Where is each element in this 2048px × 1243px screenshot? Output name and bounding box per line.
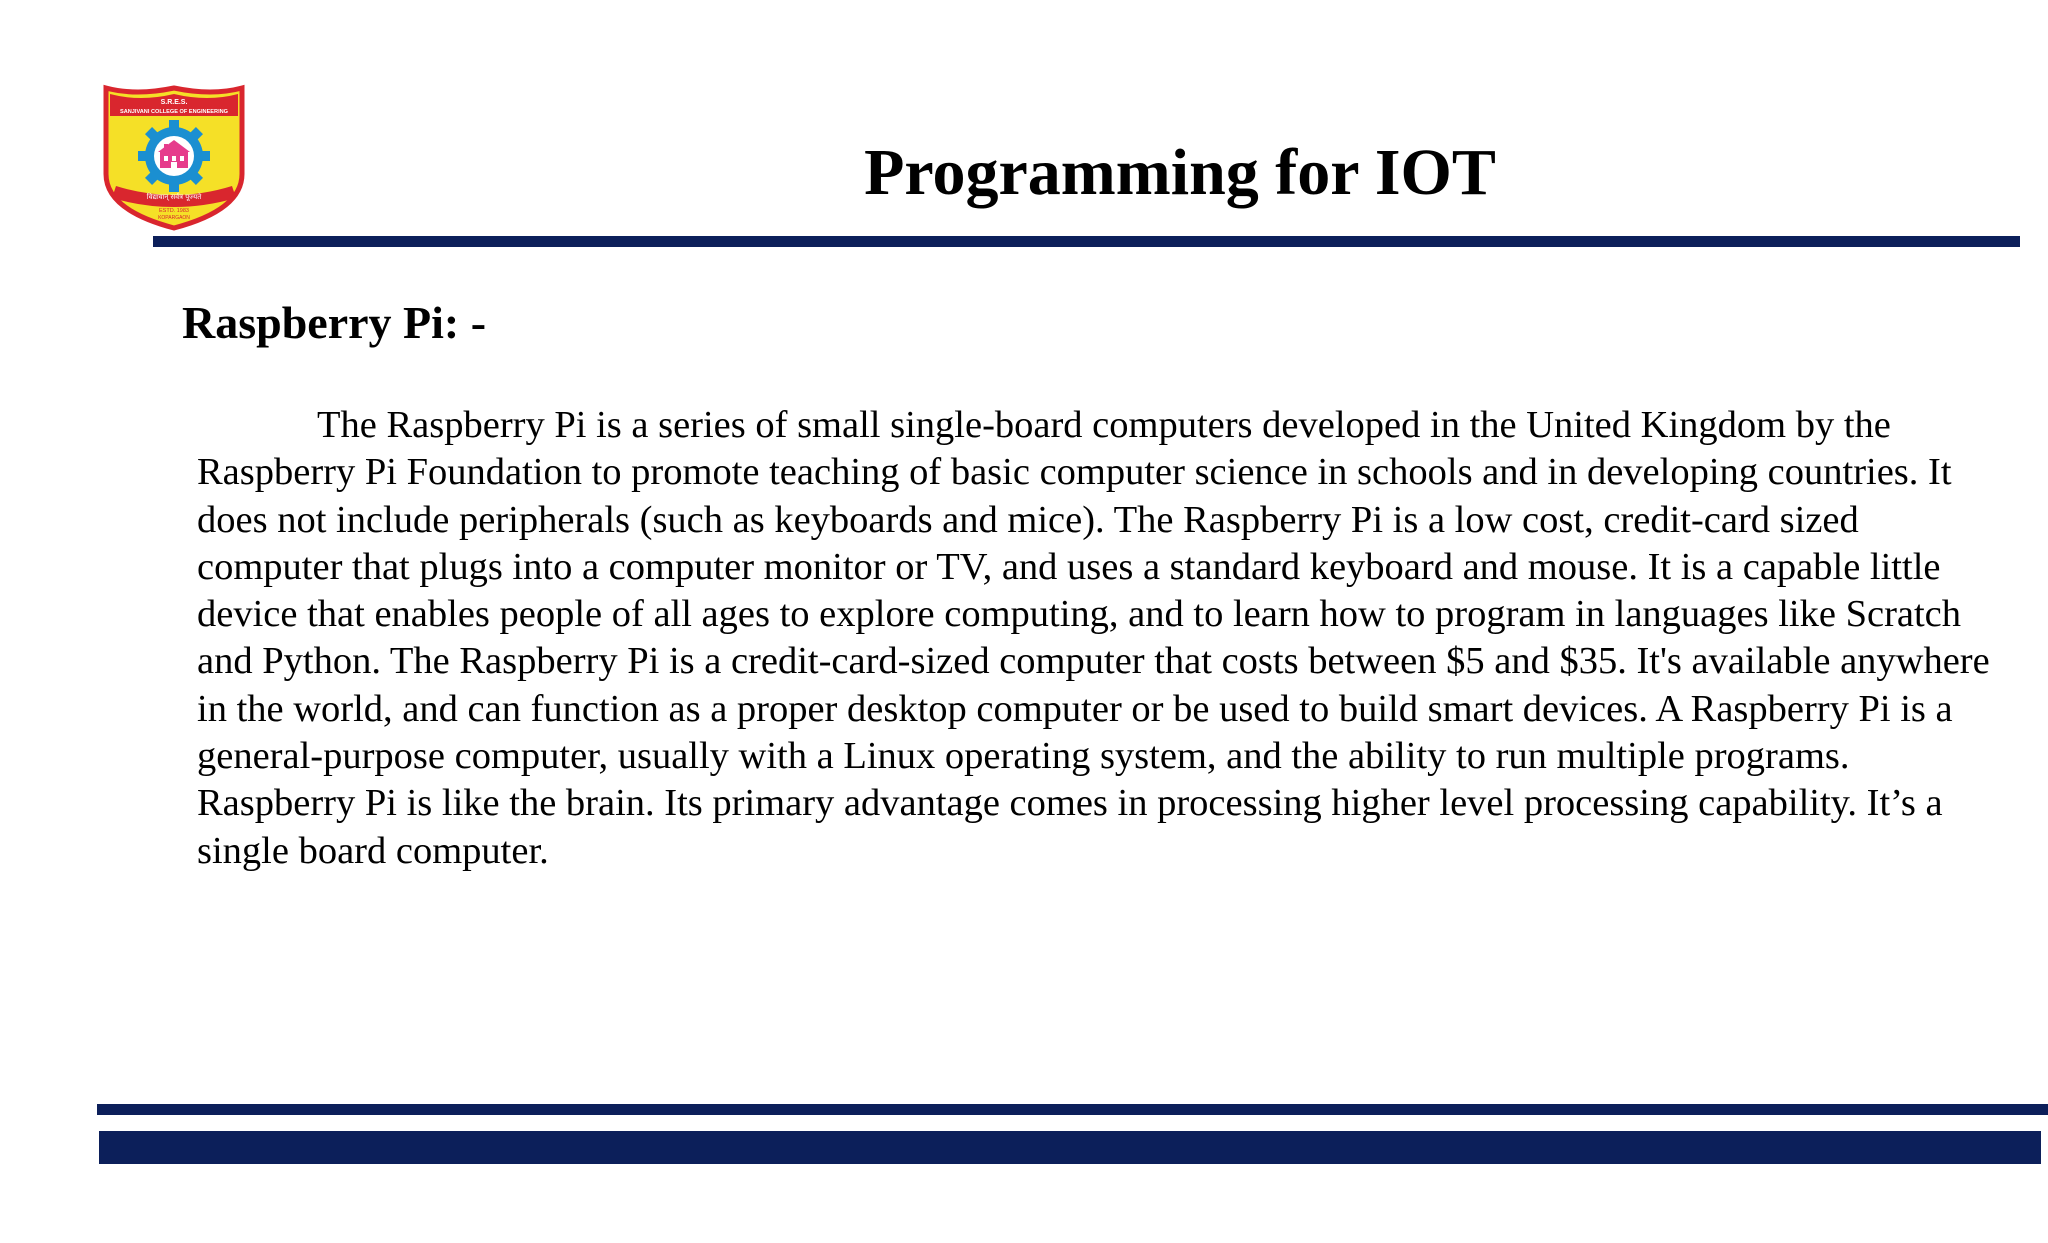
logo-ribbon-text: विद्यावान् सर्वत्र पूज्यते [146,193,202,201]
logo-top-text: S.R.E.S. [160,99,188,106]
header-divider [153,236,2020,247]
college-emblem-icon [96,82,252,232]
footer-divider-thick [99,1131,2041,1164]
logo-banner-text: SANJIVANI COLLEGE OF ENGINEERING [119,109,229,115]
footer-divider-thin [97,1104,2048,1115]
logo-place-text: KOPARGAON [158,215,190,221]
logo-estd-text: ESTD. 1983 [159,208,189,214]
slide-title: Programming for IOT [864,136,1496,209]
section-heading: Raspberry Pi: - [182,297,487,348]
college-logo [96,82,252,232]
body-paragraph: The Raspberry Pi is a series of small single-board computers developed in the United Kingdom by the Raspberry Pi Foundation to promote teaching of basic computer science in schools and in developing countries. It does not include peripherals (such as keyboards and mice). The Raspberry Pi is a low cost, credit-card sized computer that plugs into a computer monitor or TV, and uses a standard keyboard and mouse. It is a capable little device that enables people of all ages to explore computing, and to learn how to program in languages like Scratch and Python. The Raspberry Pi is a credit-card-sized computer that costs between $5 and $35. It's available anywhere in the world, and can function as a proper desktop computer or be used to build smart devices. A Raspberry Pi is a general-purpose computer, usually with a Linux operating system, and the ability to run multiple programs. Raspberry Pi is like the brain. Its primary advantage comes in processing higher level processing capability. It’s a single board computer. [197,404,1990,872]
